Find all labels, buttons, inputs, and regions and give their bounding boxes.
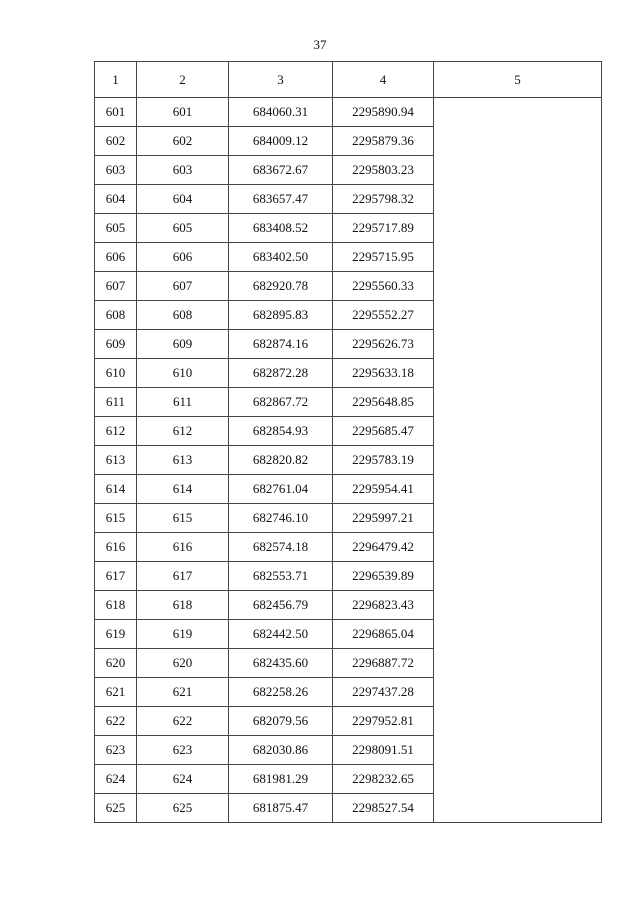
point-label-cell: 612	[137, 417, 229, 446]
point-label-cell: 601	[137, 98, 229, 127]
y-coordinate-cell: 2296865.04	[333, 620, 434, 649]
point-number-cell: 612	[95, 417, 137, 446]
point-label-cell: 608	[137, 301, 229, 330]
point-label-cell: 617	[137, 562, 229, 591]
point-label-cell: 603	[137, 156, 229, 185]
x-coordinate-cell: 682761.04	[229, 475, 333, 504]
point-number-cell: 611	[95, 388, 137, 417]
y-coordinate-cell: 2295803.23	[333, 156, 434, 185]
point-label-cell: 611	[137, 388, 229, 417]
point-number-cell: 610	[95, 359, 137, 388]
y-coordinate-cell: 2295890.94	[333, 98, 434, 127]
y-coordinate-cell: 2295798.32	[333, 185, 434, 214]
y-coordinate-cell: 2295560.33	[333, 272, 434, 301]
x-coordinate-cell: 682895.83	[229, 301, 333, 330]
column-header-1: 1	[95, 62, 137, 98]
point-number-cell: 623	[95, 736, 137, 765]
point-label-cell: 615	[137, 504, 229, 533]
x-coordinate-cell: 682574.18	[229, 533, 333, 562]
notes-cell	[434, 98, 602, 823]
point-label-cell: 621	[137, 678, 229, 707]
point-number-cell: 605	[95, 214, 137, 243]
point-number-cell: 620	[95, 649, 137, 678]
x-coordinate-cell: 682854.93	[229, 417, 333, 446]
point-label-cell: 605	[137, 214, 229, 243]
x-coordinate-cell: 682258.26	[229, 678, 333, 707]
y-coordinate-cell: 2295783.19	[333, 446, 434, 475]
point-label-cell: 616	[137, 533, 229, 562]
y-coordinate-cell: 2295717.89	[333, 214, 434, 243]
point-label-cell: 602	[137, 127, 229, 156]
table-body	[95, 98, 602, 823]
point-number-cell: 608	[95, 301, 137, 330]
y-coordinate-cell: 2297952.81	[333, 707, 434, 736]
y-coordinate-cell: 2297437.28	[333, 678, 434, 707]
point-label-cell: 620	[137, 649, 229, 678]
point-label-cell: 613	[137, 446, 229, 475]
y-coordinate-cell: 2295954.41	[333, 475, 434, 504]
point-label-cell: 623	[137, 736, 229, 765]
point-label-cell: 609	[137, 330, 229, 359]
y-coordinate-cell: 2296887.72	[333, 649, 434, 678]
coordinates-table	[94, 61, 602, 823]
y-coordinate-cell: 2295648.85	[333, 388, 434, 417]
column-header-4: 4	[333, 62, 434, 98]
point-label-cell: 619	[137, 620, 229, 649]
table-header	[95, 62, 602, 98]
point-label-cell: 606	[137, 243, 229, 272]
point-number-cell: 624	[95, 765, 137, 794]
point-label-cell: 604	[137, 185, 229, 214]
x-coordinate-cell: 682874.16	[229, 330, 333, 359]
point-number-cell: 621	[95, 678, 137, 707]
x-coordinate-cell: 682553.71	[229, 562, 333, 591]
x-coordinate-cell: 682435.60	[229, 649, 333, 678]
y-coordinate-cell: 2296539.89	[333, 562, 434, 591]
y-coordinate-cell: 2298527.54	[333, 794, 434, 823]
x-coordinate-cell: 682079.56	[229, 707, 333, 736]
point-number-cell: 614	[95, 475, 137, 504]
x-coordinate-cell: 682030.86	[229, 736, 333, 765]
x-coordinate-cell: 681981.29	[229, 765, 333, 794]
point-number-cell: 604	[95, 185, 137, 214]
x-coordinate-cell: 683657.47	[229, 185, 333, 214]
point-number-cell: 625	[95, 794, 137, 823]
x-coordinate-cell: 682867.72	[229, 388, 333, 417]
x-coordinate-cell: 682456.79	[229, 591, 333, 620]
table-row	[95, 98, 602, 127]
point-number-cell: 602	[95, 127, 137, 156]
x-coordinate-cell: 682920.78	[229, 272, 333, 301]
point-number-cell: 615	[95, 504, 137, 533]
point-label-cell: 625	[137, 794, 229, 823]
x-coordinate-cell: 682872.28	[229, 359, 333, 388]
y-coordinate-cell: 2296479.42	[333, 533, 434, 562]
x-coordinate-cell: 683672.67	[229, 156, 333, 185]
point-number-cell: 618	[95, 591, 137, 620]
page-number: 37	[313, 37, 327, 52]
point-number-cell: 613	[95, 446, 137, 475]
x-coordinate-cell: 681875.47	[229, 794, 333, 823]
x-coordinate-cell: 683408.52	[229, 214, 333, 243]
y-coordinate-cell: 2295552.27	[333, 301, 434, 330]
point-label-cell: 618	[137, 591, 229, 620]
point-number-cell: 603	[95, 156, 137, 185]
point-label-cell: 622	[137, 707, 229, 736]
point-number-cell: 601	[95, 98, 137, 127]
x-coordinate-cell: 683402.50	[229, 243, 333, 272]
column-header-5: 5	[434, 62, 602, 98]
column-header-2: 2	[137, 62, 229, 98]
point-number-cell: 607	[95, 272, 137, 301]
point-number-cell: 617	[95, 562, 137, 591]
x-coordinate-cell: 684009.12	[229, 127, 333, 156]
y-coordinate-cell: 2298091.51	[333, 736, 434, 765]
point-label-cell: 614	[137, 475, 229, 504]
point-label-cell: 607	[137, 272, 229, 301]
y-coordinate-cell: 2296823.43	[333, 591, 434, 620]
y-coordinate-cell: 2295633.18	[333, 359, 434, 388]
y-coordinate-cell: 2295715.95	[333, 243, 434, 272]
y-coordinate-cell: 2295685.47	[333, 417, 434, 446]
y-coordinate-cell: 2295626.73	[333, 330, 434, 359]
x-coordinate-cell: 682746.10	[229, 504, 333, 533]
x-coordinate-cell: 682820.82	[229, 446, 333, 475]
y-coordinate-cell: 2295997.21	[333, 504, 434, 533]
point-number-cell: 622	[95, 707, 137, 736]
x-coordinate-cell: 682442.50	[229, 620, 333, 649]
header-row	[95, 62, 602, 98]
point-label-cell: 624	[137, 765, 229, 794]
y-coordinate-cell: 2295879.36	[333, 127, 434, 156]
point-number-cell: 616	[95, 533, 137, 562]
point-number-cell: 606	[95, 243, 137, 272]
point-number-cell: 609	[95, 330, 137, 359]
point-number-cell: 619	[95, 620, 137, 649]
point-label-cell: 610	[137, 359, 229, 388]
x-coordinate-cell: 684060.31	[229, 98, 333, 127]
column-header-3: 3	[229, 62, 333, 98]
y-coordinate-cell: 2298232.65	[333, 765, 434, 794]
